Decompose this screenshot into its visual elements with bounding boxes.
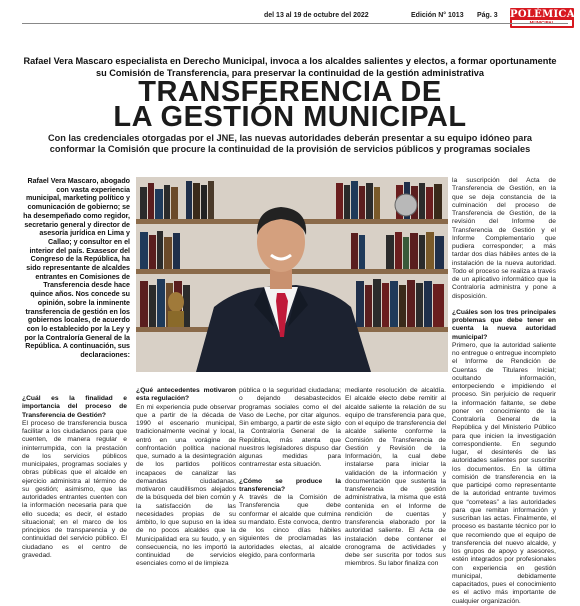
issue-date: del 13 al 19 de octubre del 2022	[264, 12, 369, 19]
lead-paragraph: Rafael Vera Mascaro, abogado con vasta experiencia municipal, marketing político y comunicación de gobierno; se ha desempeñado como regidor, secretario general y director de asesoría jurídica en Lima y Callao; y consultor en el interior del país. Exasesor del Congreso de la República, ha sido representante de alcaldes entrantes en Comisiones de Transferencia desde hace quince años. Nos concede su opinión, sobre la inminente transferencia de gestión en los gobiernos locales, de acuerdo con lo establecido por la Ley y por la Contraloría General de la República. A continuación, sus declaraciones:	[23, 177, 130, 360]
page-number: Pág. 3	[477, 12, 498, 19]
answer-2: En mi experiencia pude observar que a partir de la década de 1990 el escenario municipal, tradicionalmente vecinal y local, entró en una vorágine de confrontación política nacional que, sumado a la desintegración de los partidos políticos incapaces de canalizar las demandas ciudadanas, motivaron caudillismos alejados de la búsqueda del bien común y la satisfacción de las necesidades propias de su ámbito, lo que supuso en la idea de no pocos alcaldes que la Municipalidad era su feudo, y en consecuencia, no les importó la continuidad de servicios esenciales como el de limpieza	[136, 403, 236, 568]
logo-title: POLÉMICA	[510, 9, 575, 20]
question-2: ¿Qué antecedentes motivaron esta regulación?	[136, 387, 236, 403]
answer-4: Primero, que la autoridad saliente no entregue o entregue incompleto el Informe de Rendición de Cuentas de Titulares Inicial; ocultando información, entorpeciendo e impidiendo el proceso. Sin perjuicio de requerir la información faltante, se debe poner en conocimiento de la Contraloría General de la República y del Ministerio Público para que inicien la investigación correspondiente. En segundo lugar, el desinterés de las autoridades salientes por suscribir los documentos. En la última comisión de transferencia en la que participé como representante de la autoridad entrante tuvimos que “correteas” a las autoridades para que remitan información y suscriban las actas. Finalmente, el proceso es bastante técnico por lo que recomiendo que el equipo de transferencia del nuevo alcalde, y los grupos de apoyo y asesores, estén integrados por profesionales con experiencia en gestión municipal, debidamente capacitados, pues el conocimiento es el activo más importante de cualquier organización.	[452, 341, 556, 605]
answer-2-continued: pública o la seguridad ciudadana; o dejando desabastecidos programas sociales como el del Vaso de Leche, por citar algunos. Sin embargo, a partir de este siglo la Contraloría General de la República, más atenta que nuestros legisladores dispuso dar algunas medidas para contrarrestar esta situación.	[239, 387, 341, 469]
title-line-2: LA GESTIÓN MUNICIPAL	[113, 101, 467, 133]
column-2	[136, 387, 236, 569]
question-3: ¿Cómo se produce la transferencia?	[239, 477, 341, 493]
question-4: ¿Cuáles son los tres principales problemas que debe tener en cuenta la nueva autoridad municipal?	[452, 308, 556, 341]
answer-3-end: la suscripción del Acta de Transferencia de Gestión, en la que se deja constancia de la culminación del proceso de Transferencia de Gestión, de la revisión del Informe de Transferencia de Gestión y el Informe Complementario que pudiera corresponder; a más tardar dos días hábiles antes de la instalación de la nueva autoridad. Todo el proceso se realiza a través de un aplicativo informático que la Contraloría administra y pone a disposición.	[452, 177, 556, 300]
header-rule	[22, 23, 568, 24]
column-1	[22, 395, 127, 560]
column-4	[345, 387, 446, 569]
question-1: ¿Cuál es la finalidad e importancia del proceso de Transferencia de Gestión?	[22, 395, 127, 419]
article-deck: Con las credenciales otorgadas por el JNE, las nuevas autoridades deberán presentar a su equipo idóneo para conformar la Comisión que procure la continuidad de la provisión de servicios públicos y programas sociales	[47, 133, 533, 154]
article-kicker: Rafael Vera Mascaro especialista en Derecho Municipal, invoca a los alcaldes salientes y electos, a formar oportunamente su Comisión de Transferencia, para preservar la continuidad de la gestión administrativa	[23, 56, 557, 78]
answer-3: A través de la Comisión de Transferencia que debe conformar el alcalde que culmina su mandato. Este convoca, dentro de los cinco días hábiles siguientes de proclamadas las autoridades electas, al alcalde elegido, para conformarla	[239, 494, 341, 559]
answer-1: El proceso de transferencia busca facilitar a los ciudadanos para que cuenten, de manera regular e ininterrumpida, con la prestación de los servicios públicos municipales, programas sociales y obras públicas que el alcalde en ejercicio administra al término de su gestión; asimismo, que las autoridades entrantes cuenten con la información necesaria para que ello suceda; es decir, el estado situacional; en el marco de los principios de transparencia y de continuidad del servicio público. El ciudadano es el centro de gravedad.	[22, 419, 127, 559]
title-line-1: TRANSFERENCIA DE	[138, 76, 442, 108]
page-header	[22, 6, 575, 36]
column-5	[452, 177, 556, 606]
portrait-photo	[136, 177, 448, 372]
article-title	[0, 76, 580, 133]
answer-3-continued: mediante resolución de alcaldía. El alcalde electo debe remitir al alcalde saliente la relación de su equipo de transferencia para que, con el equipo de transferencia del alcalde saliente conforme la Comisión de Transferencia de Gestión y Revisión de la Información, la cual debe instalarse para iniciar la validación de la información y documentación que sustenta la transferencia de gestión administrativa, la misma que está contenida en el Informe de rendición de cuentas y transferencia elaborado por la autoridad saliente. El Acta de instalación debe contener el cronograma de actividades y debe ser suscrita por todos sus miembros. Su labor finaliza con	[345, 387, 446, 568]
portrait-photo-art	[136, 177, 448, 372]
edition-number: Edición N° 1013	[411, 12, 464, 19]
column-3	[239, 387, 341, 560]
polemica-logo	[510, 8, 574, 28]
